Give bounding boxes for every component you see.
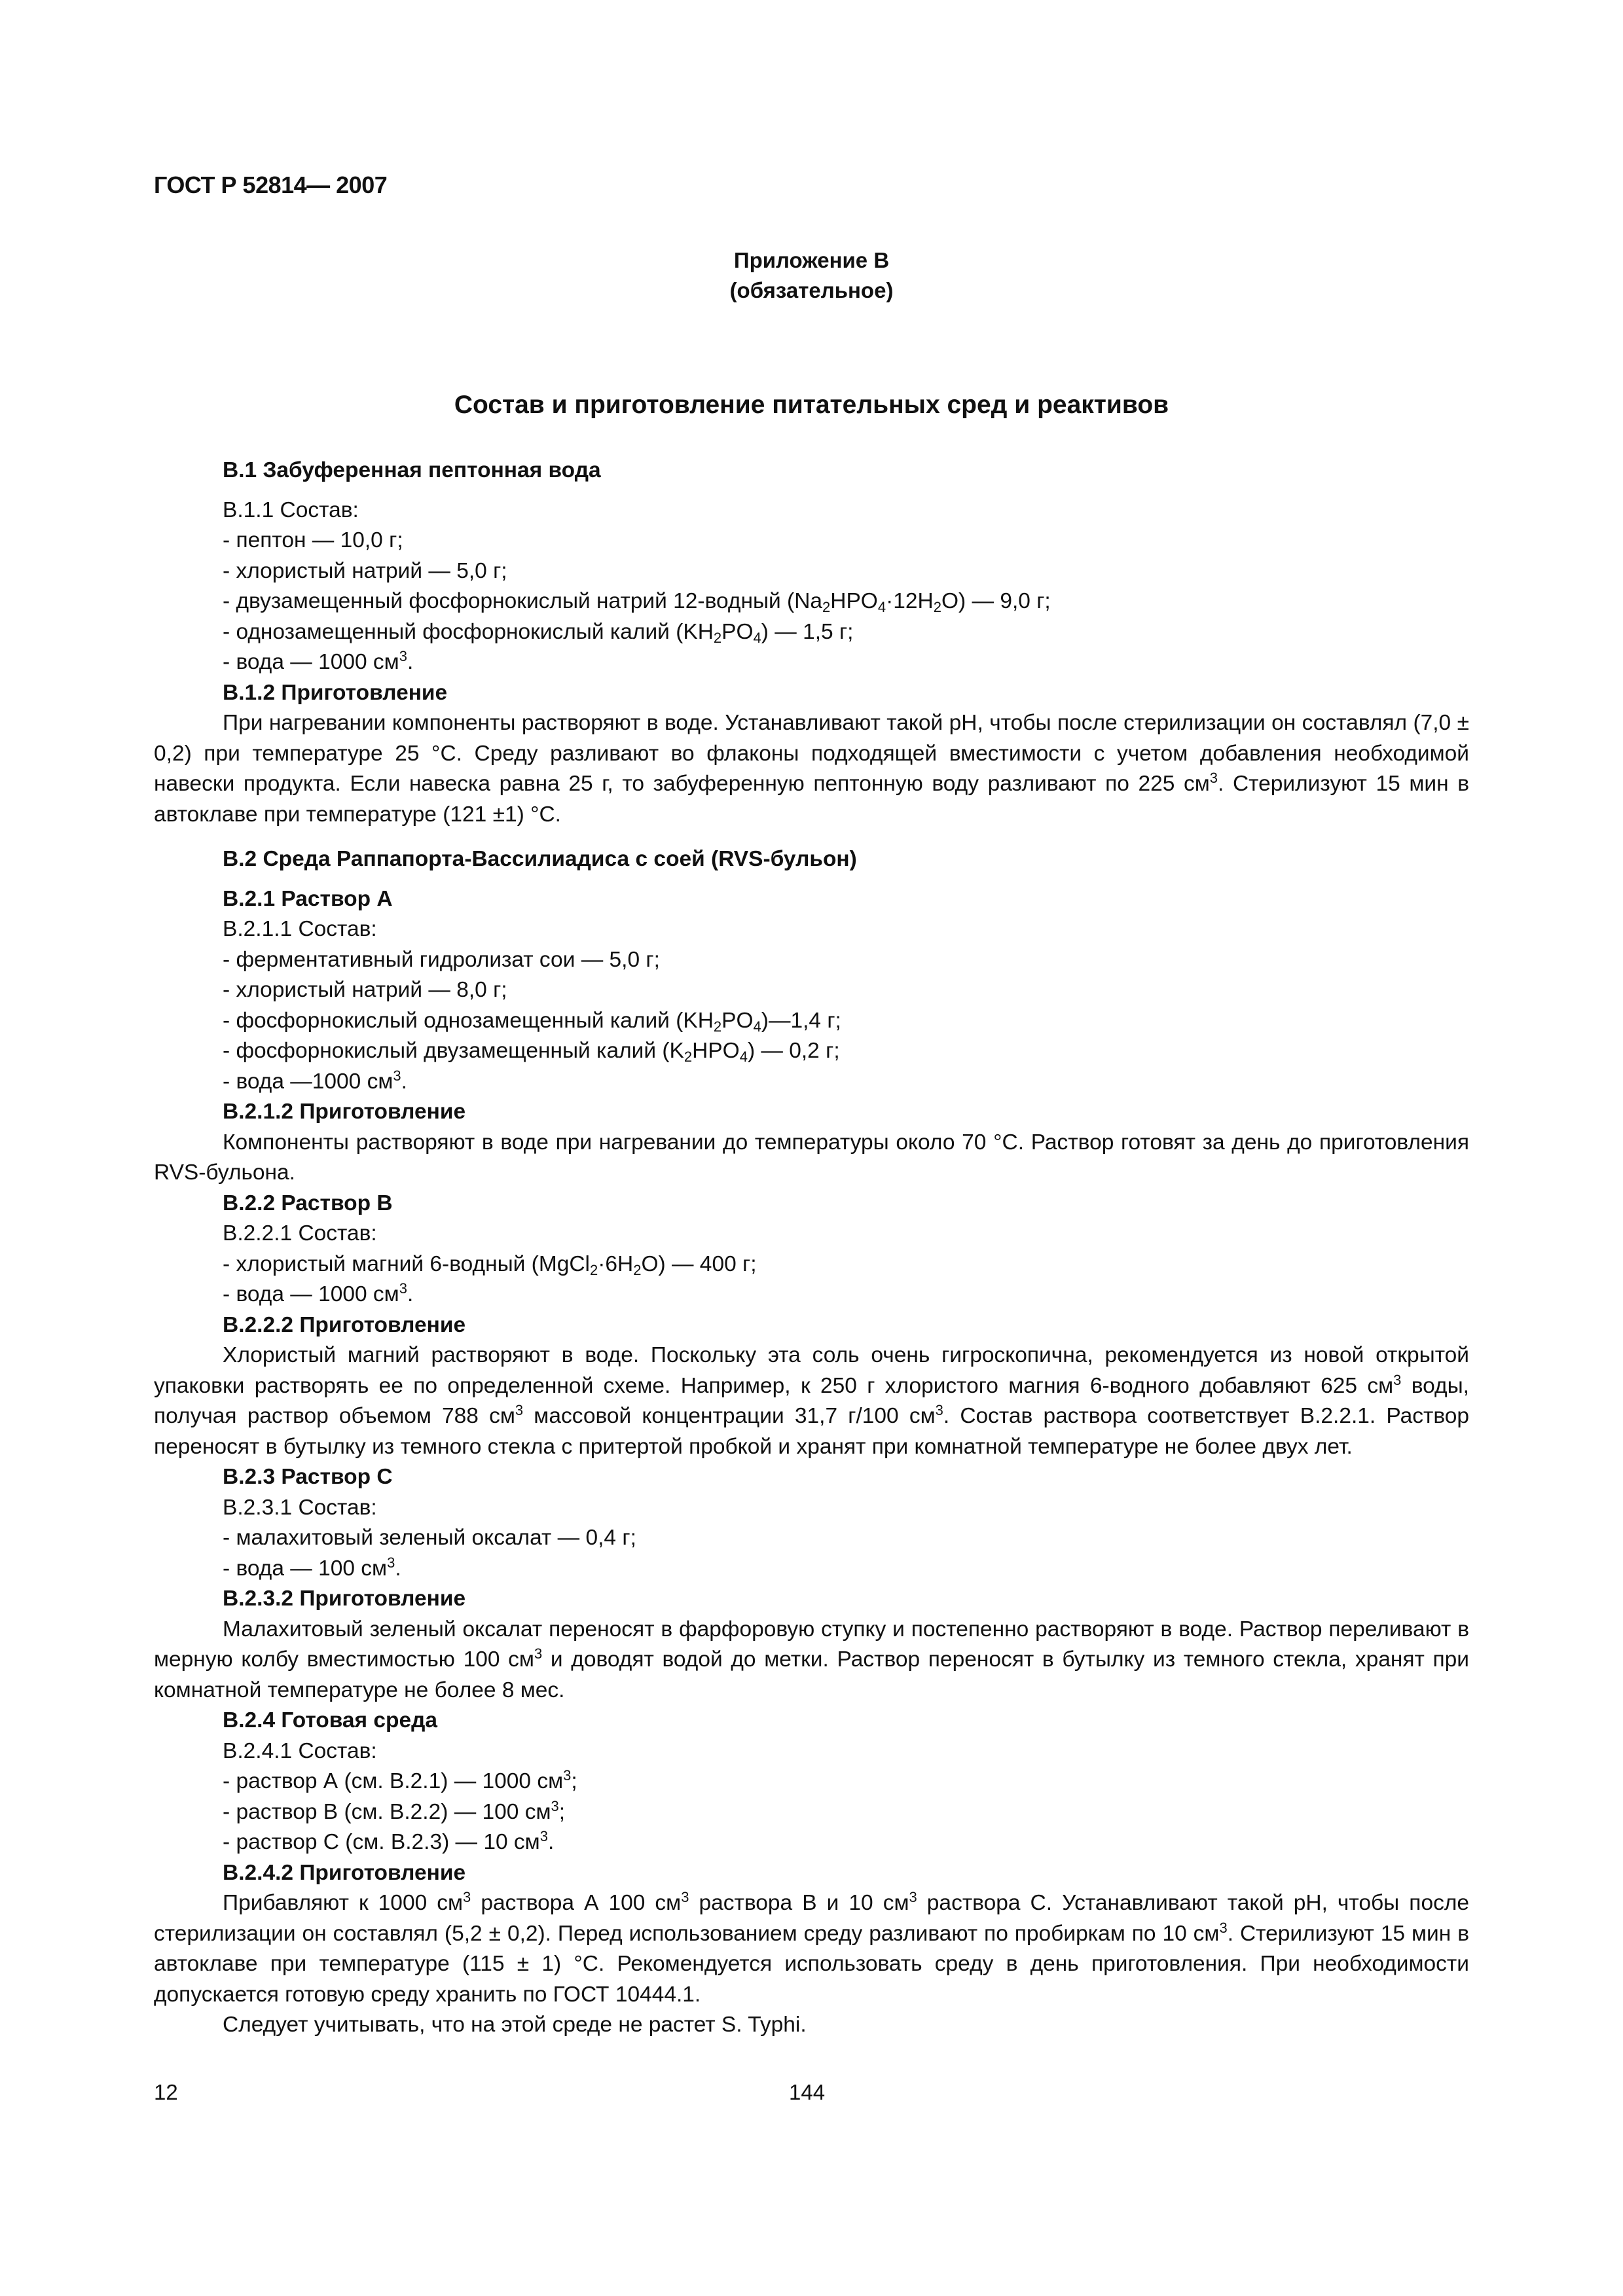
page-title: Состав и приготовление питательных сред и реактивов xyxy=(454,391,1169,419)
subsection-heading: В.2.4.2 Приготовление xyxy=(223,1860,466,1885)
appendix-status: (обязательное) xyxy=(729,278,894,302)
composition-label: В.1.1 Состав: xyxy=(223,497,359,522)
paragraph: Хлористый магний растворяют в воде. Поскольку эта соль очень гигроскопична, рекомендуется из новой открытой упаковки растворять ее по определенной схеме. Например, к 250 г хлористого магния 6-водного добавляют 625 $см^3$ воды, получая раствор объемом 788 $см^3$ массовой концентрации 31,7 г/100 $см^3$. Состав раствора соответствует В.2.2.1. Раствор переносят в бутылку из темного стекла с притертой пробкой и хранят при комнатной температуре не более двух лет. xyxy=(154,1343,1470,1459)
subsection-heading: В.1.2 Приготовление xyxy=(223,680,448,705)
paragraph: Малахитовый зеленый оксалат переносят в фарфоровую ступку и постепенно растворяют в воде. Раствор переливают в мерную колбу вместимостью 100 $см^3$ и доводят водой до метки. Раствор переносят в бутылку из темного стекла, хранят при комнатной температуре не более 8 мес. xyxy=(154,1617,1469,1702)
list-item: - хлористый натрий — 8,0 г; xyxy=(223,978,507,1002)
subsection-heading: В.2.2.2 Приготовление xyxy=(223,1312,466,1337)
list-item: - малахитовый зеленый оксалат — 0,4 г; xyxy=(223,1526,636,1550)
paragraph: Прибавляют к 1000 $см^3$ раствора А 100 $см^3$ раствора В и 10 $см^3$ раствора С. Устанавливают такой pH, чтобы после стерилизации он составлял (5,2 ± 0,2). Перед использованием среду разливают по пробиркам по 10 $см^3$. Стерилизуют 15 мин в автоклаве при температуре (115 ± 1) °С. Рекомендуется использовать среду в день приготовления. При необходимости допускается готовую среду хранить по ГОСТ 10444.1. xyxy=(154,1889,1470,2007)
list-item: - ферментативный гидролизат сои — 5,0 г; xyxy=(223,947,660,972)
list-item: - раствор В (см. В.2.2) — 100 $см^3$; xyxy=(223,1797,566,1824)
subsection-heading: В.2.2 Раствор В xyxy=(223,1191,393,1215)
page-number-left: 12 xyxy=(154,2080,178,2104)
page-number-center: 144 xyxy=(789,2080,826,2104)
list-item: - вода —1000 $см^3$. xyxy=(223,1067,407,1094)
composition-label: В.2.3.1 Состав: xyxy=(223,1495,377,1520)
list-item: - фосфорнокислый однозамещенный калий $(KH_2PO_4)—1,4$ г; xyxy=(223,1008,841,1035)
document-body xyxy=(154,456,1469,2041)
list-item: - хлористый натрий — 5,0 г; xyxy=(223,558,507,583)
section-heading-b2: В.2 Среда Раппапорта-Вассилиадиса с соей (RVS-бульон) xyxy=(223,847,857,871)
document-header: ГОСТ Р 52814— 2007 xyxy=(154,171,388,198)
section-heading-b1: В.1 Забуференная пептонная вода xyxy=(223,458,601,482)
list-item: - вода — 1000 $см^3$. xyxy=(223,648,414,674)
subsection-heading: В.2.1.2 Приготовление xyxy=(223,1100,466,1124)
list-item: - фосфорнокислый двузамещенный калий $(K_2HPO_4)$ — 0,2 г; xyxy=(223,1039,840,1065)
subsection-heading: В.2.1 Раствор А xyxy=(223,886,393,911)
list-item: - раствор С (см. В.2.3) — 10 $см^3$. xyxy=(223,1828,555,1854)
subsection-heading: В.2.3.2 Приготовление xyxy=(223,1587,466,1611)
subsection-heading: В.2.3 Раствор С xyxy=(223,1465,393,1489)
paragraph: При нагревании компоненты растворяют в воде. Устанавливают такой pH, чтобы после стерилизации он составлял (7,0 ± 0,2) при температуре 25 °С. Среду разливают во флаконы подходящей вместимости с учетом добавления необходимой навески продукта. Если навеска равна 25 г, то забуференную пептонную воду разливают по 225 $см^3$. Стерилизуют 15 мин в автоклаве при температуре (121 ±1) °С. xyxy=(154,711,1469,827)
subsection-heading: В.2.4 Готовая среда xyxy=(223,1708,438,1732)
list-item: - хлористый магний 6-водный $(MgCl_2\cdot 6H_2O)$ — 400 г; xyxy=(223,1251,757,1278)
composition-label: В.2.4.1 Состав: xyxy=(223,1738,377,1763)
list-item: - двузамещенный фосфорнокислый натрий 12-водный $(Na_2HPO_4\cdot 12H_2O)$ — 9,0 г; xyxy=(223,589,1051,615)
note: Следует учитывать, что на этой среде не растет S. Typhi. xyxy=(223,2013,807,2037)
paragraph: Компоненты растворяют в воде при нагревании до температуры около 70 °С. Раствор готовят за день до приготовления RVS-бульона. xyxy=(154,1130,1469,1185)
appendix-title: Приложение В xyxy=(733,248,890,272)
list-item: - вода — 1000 $см^3$. xyxy=(223,1280,414,1306)
list-item: - пептон — 10,0 г; xyxy=(223,528,403,552)
list-item: - однозамещенный фосфорнокислый калий $(KH_2PO_4)$ — 1,5 г; xyxy=(223,619,854,646)
composition-label: В.2.2.1 Состав: xyxy=(223,1221,377,1246)
appendix-heading xyxy=(0,245,1623,306)
composition-label: В.2.1.1 Состав: xyxy=(223,917,377,941)
list-item: - раствор А (см. В.2.1) — 1000 $см^3$; xyxy=(223,1767,577,1793)
list-item: - вода — 100 $см^3$. xyxy=(223,1554,401,1581)
